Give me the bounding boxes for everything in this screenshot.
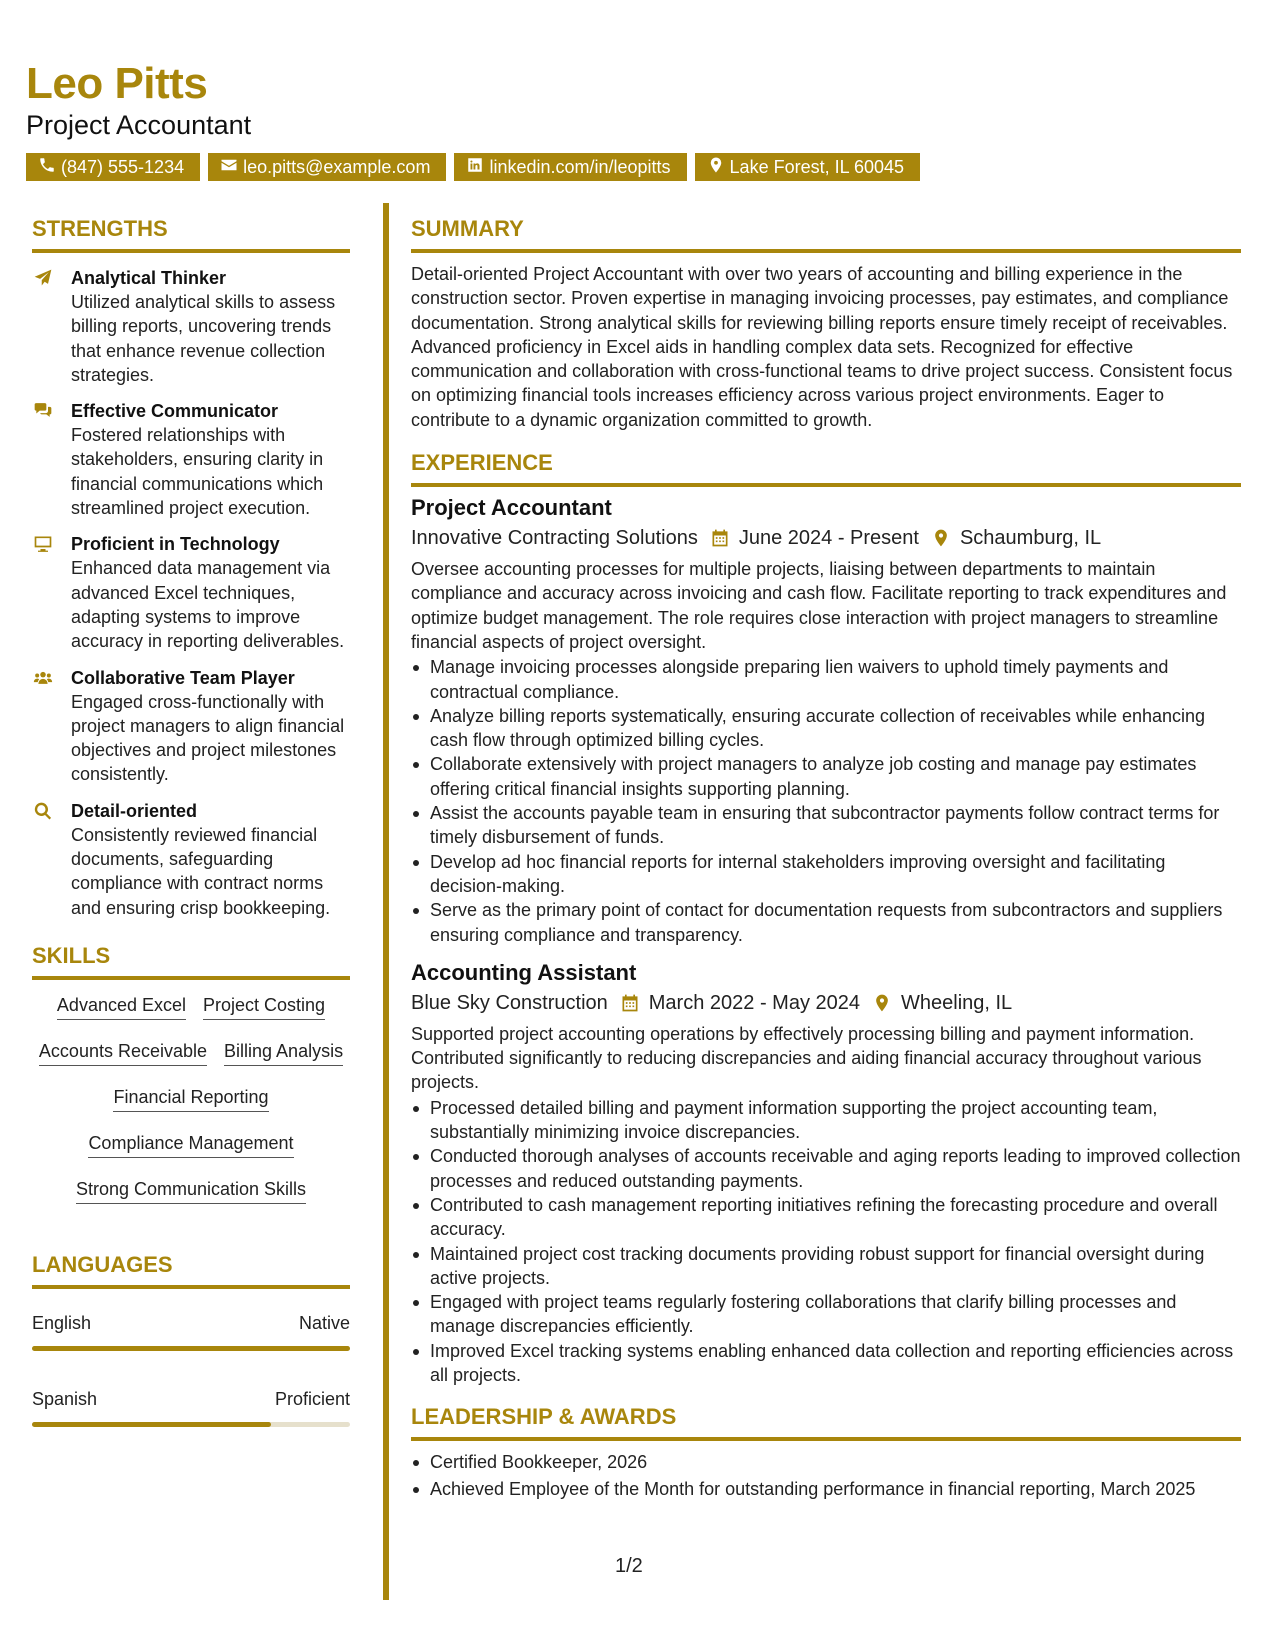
linkedin-text: linkedin.com/in/leopitts bbox=[489, 156, 671, 177]
skill-tag: Compliance Management bbox=[88, 1132, 293, 1158]
language-level: Native bbox=[298, 1312, 350, 1333]
strengths-heading: STRENGTHS bbox=[32, 218, 350, 253]
list-item: Achieved Employee of the Month for outstanding performance in financial reporting, March 2025 bbox=[411, 1477, 1241, 1501]
strength-desc: Enhanced data management via advanced Excel techniques, adapting systems to improve accuracy in reporting deliverables. bbox=[71, 558, 345, 652]
phone-chip[interactable] bbox=[26, 153, 200, 181]
list-item: Analyze billing reports systematically, ensuring accurate collection of receivables while enhancing cash flow through optimized billing cycles. bbox=[411, 704, 1241, 753]
email-chip[interactable] bbox=[208, 153, 446, 181]
language-proficiency-fill bbox=[32, 1422, 271, 1427]
column-divider bbox=[383, 203, 389, 1600]
strength-desc: Engaged cross-functionally with project managers to align financial objectives and project milestones consistently. bbox=[71, 691, 345, 785]
calendar-icon bbox=[620, 993, 640, 1013]
skill-tag: Project Costing bbox=[203, 994, 325, 1020]
candidate-role: Project Accountant bbox=[26, 110, 252, 140]
monitor-icon bbox=[32, 534, 54, 554]
strength-title: Detail-oriented bbox=[71, 800, 198, 821]
language-proficiency-fill bbox=[32, 1346, 350, 1351]
skills-list bbox=[32, 980, 350, 1224]
contact-bar bbox=[26, 153, 920, 181]
email-text: leo.pitts@example.com bbox=[243, 156, 431, 177]
list-item: Manage invoicing processes alongside preparing lien waivers to uphold timely payments and contractual compliance. bbox=[411, 655, 1241, 704]
job-entry bbox=[411, 494, 1241, 947]
envelope-icon bbox=[220, 156, 238, 179]
list-item: Serve as the primary point of contact for documentation requests from subcontractors and suppliers ensuring compliance and transparency. bbox=[411, 898, 1241, 947]
language-proficiency-bar bbox=[32, 1422, 350, 1427]
language-name: English bbox=[32, 1312, 92, 1333]
job-company: Blue Sky Construction bbox=[411, 991, 608, 1014]
job-title: Accounting Assistant bbox=[411, 959, 637, 985]
strength-desc: Fostered relationships with stakeholders, ensuring clarity in financial communications which streamlined project execution. bbox=[71, 425, 324, 519]
job-location: Schaumburg, IL bbox=[959, 527, 1102, 550]
list-item: Engaged with project teams regularly fostering collaborations that clarify billing processes and manage discrepancies efficiently. bbox=[411, 1290, 1241, 1339]
candidate-name: Leo Pitts bbox=[26, 59, 208, 108]
strength-item bbox=[32, 399, 350, 520]
linkedin-icon bbox=[466, 156, 484, 179]
language-item bbox=[32, 1312, 350, 1351]
chat-bubbles-icon bbox=[32, 401, 54, 421]
job-bullets bbox=[411, 1096, 1241, 1388]
list-item: Develop ad hoc financial reports for internal stakeholders improving oversight and facilitating decision-making. bbox=[411, 850, 1241, 899]
summary-heading: SUMMARY bbox=[411, 218, 1241, 253]
job-description: Supported project accounting operations by effectively processing billing and payment information. Contributed significantly to reducing discrepancies and aiding financial accuracy throughout various projects. bbox=[411, 1023, 1202, 1093]
list-item: Certified Bookkeeper, 2026 bbox=[411, 1450, 1241, 1474]
page-number: 1/2 bbox=[615, 1555, 643, 1577]
language-name: Spanish bbox=[32, 1388, 98, 1409]
language-item bbox=[32, 1388, 350, 1427]
strength-desc: Utilized analytical skills to assess billing reports, uncovering trends that enhance revenue collection strategies. bbox=[71, 292, 336, 385]
skill-tag: Strong Communication Skills bbox=[76, 1178, 306, 1204]
skills-heading: SKILLS bbox=[32, 945, 350, 980]
left-column bbox=[32, 218, 350, 1427]
job-bullets bbox=[411, 655, 1241, 947]
languages-heading: LANGUAGES bbox=[32, 1254, 350, 1289]
job-entry bbox=[411, 959, 1241, 1387]
phone-icon bbox=[38, 156, 56, 179]
awards-heading: LEADERSHIP & AWARDS bbox=[411, 1406, 1241, 1441]
strength-item bbox=[32, 799, 350, 920]
strength-item bbox=[32, 666, 350, 787]
list-item: Assist the accounts payable team in ensuring that subcontractor payments follow contract terms for timely disbursement of funds. bbox=[411, 801, 1241, 850]
experience-heading: EXPERIENCE bbox=[411, 452, 1241, 487]
strength-item bbox=[32, 266, 350, 387]
list-item: Contributed to cash management reporting initiatives refining the forecasting procedure and overall accuracy. bbox=[411, 1193, 1241, 1242]
language-level: Proficient bbox=[274, 1388, 350, 1409]
list-item: Collaborate extensively with project managers to analyze job costing and manage pay estimates offering critical financial insights supporting planning. bbox=[411, 752, 1241, 801]
job-dates: March 2022 - May 2024 bbox=[648, 991, 860, 1014]
map-pin-icon bbox=[707, 156, 725, 179]
location-chip[interactable] bbox=[695, 153, 920, 181]
job-title: Project Accountant bbox=[411, 495, 612, 521]
map-pin-icon bbox=[872, 993, 892, 1013]
search-icon bbox=[32, 801, 54, 821]
skill-tag: Billing Analysis bbox=[224, 1040, 343, 1066]
skill-tag: Financial Reporting bbox=[113, 1086, 268, 1112]
job-dates: June 2024 - Present bbox=[738, 527, 919, 550]
strength-title: Effective Communicator bbox=[71, 401, 279, 422]
list-item: Maintained project cost tracking documents providing robust support for financial oversight during active projects. bbox=[411, 1242, 1241, 1291]
strength-title: Proficient in Technology bbox=[71, 534, 280, 555]
job-location: Wheeling, IL bbox=[901, 991, 1013, 1014]
right-column bbox=[411, 218, 1241, 1501]
job-description: Oversee accounting processes for multiple projects, liaising between departments to maintain compliance and accuracy across invoicing and cash flow. Facilitate reporting to track expenditures and optimize budget management. The role requires close interaction with project managers to streamline financial aspects of project oversight. bbox=[411, 559, 1227, 652]
map-pin-icon bbox=[931, 528, 951, 548]
strength-title: Analytical Thinker bbox=[71, 268, 227, 288]
list-item: Processed detailed billing and payment information supporting the project accounting team, substantially minimizing invoice discrepancies. bbox=[411, 1096, 1241, 1145]
strength-title: Collaborative Team Player bbox=[71, 667, 295, 688]
calendar-icon bbox=[710, 528, 730, 548]
language-proficiency-bar bbox=[32, 1346, 350, 1351]
skill-tag: Accounts Receivable bbox=[39, 1040, 207, 1066]
phone-text: (847) 555-1234 bbox=[61, 156, 185, 177]
list-item: Improved Excel tracking systems enabling enhanced data collection and reporting efficiencies across all projects. bbox=[411, 1339, 1241, 1388]
strength-desc: Consistently reviewed financial documents, safeguarding compliance with contract norms and ensuring crisp bookkeeping. bbox=[71, 824, 331, 918]
awards-list bbox=[411, 1450, 1241, 1501]
strength-item bbox=[32, 532, 350, 653]
location-text: Lake Forest, IL 60045 bbox=[729, 156, 904, 177]
users-icon bbox=[32, 668, 54, 688]
summary-text: Detail-oriented Project Accountant with over two years of accounting and billing experience in the construction sector. Proven expertise in managing invoicing processes, pay estimates, and compliance documentation. Strong analytical skills for reviewing billing reports ensure timely receipt of receivables. Advanced proficiency in Excel aids in handling complex data sets. Recognized for effective communication and collaboration with cross-functional teams to drive project success. Consistent focus on optimizing financial tools increases efficiency across various project environments. Eager to contribute to a dynamic organization committed to growth. bbox=[411, 264, 1233, 430]
linkedin-chip[interactable] bbox=[454, 153, 686, 181]
job-company: Innovative Contracting Solutions bbox=[411, 527, 698, 550]
paper-plane-icon bbox=[32, 268, 54, 288]
skill-tag: Advanced Excel bbox=[57, 994, 186, 1020]
list-item: Conducted thorough analyses of accounts receivable and aging reports leading to improved collection processes and reduced outstanding payments. bbox=[411, 1144, 1241, 1193]
